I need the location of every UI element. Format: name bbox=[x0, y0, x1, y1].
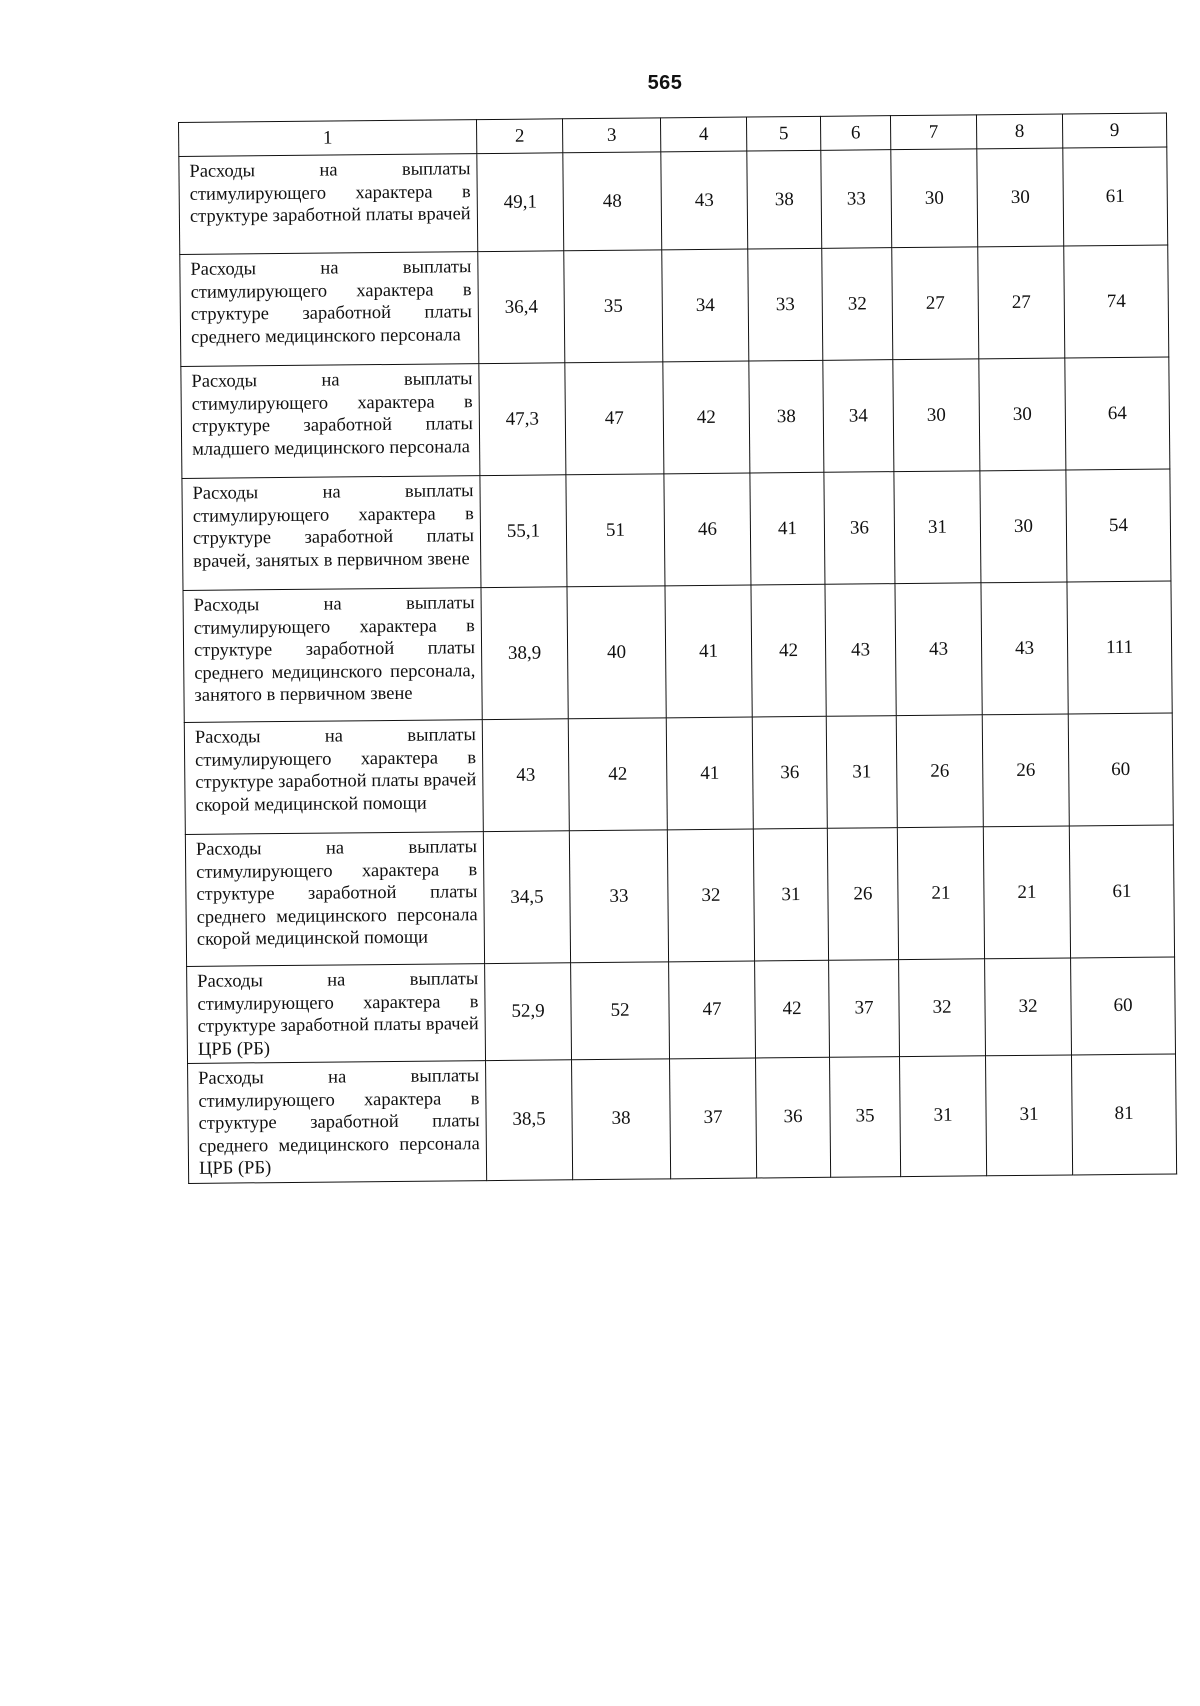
table-row bbox=[180, 245, 1169, 366]
cell-value: 26 bbox=[896, 715, 983, 828]
cell-value: 26 bbox=[982, 714, 1069, 827]
cell-value: 38,9 bbox=[481, 587, 568, 720]
cell-value: 37 bbox=[670, 1058, 757, 1178]
table-row bbox=[188, 1054, 1177, 1183]
cell-value: 47 bbox=[669, 961, 756, 1059]
cell-value: 31 bbox=[753, 828, 828, 961]
cell-value: 31 bbox=[826, 716, 897, 829]
cell-value: 52 bbox=[571, 962, 670, 1060]
cell-value: 42 bbox=[751, 584, 826, 717]
cell-value: 32 bbox=[899, 959, 986, 1057]
cell-value: 60 bbox=[1068, 713, 1173, 826]
column-header: 1 bbox=[179, 120, 477, 157]
cell-value: 38 bbox=[749, 360, 824, 473]
cell-value: 40 bbox=[567, 586, 666, 719]
cell-value: 43 bbox=[895, 583, 982, 716]
cell-value: 55,1 bbox=[480, 475, 567, 588]
row-label: Расходы на выплаты стимулирующего характера в структуре заработной платы врачей скорой медицинской помощи bbox=[184, 720, 483, 835]
cell-value: 81 bbox=[1071, 1054, 1176, 1174]
cell-value: 47 bbox=[565, 362, 664, 475]
cell-value: 43 bbox=[661, 151, 748, 250]
column-header: 9 bbox=[1062, 113, 1166, 148]
column-header: 4 bbox=[660, 117, 746, 152]
cell-value: 34 bbox=[662, 249, 749, 362]
table-row bbox=[183, 581, 1172, 722]
cell-value: 48 bbox=[563, 152, 662, 251]
row-label: Расходы на выплаты стимулирующего характера в структуре заработной платы среднего медицинского персонала, занятого в первичном звене bbox=[183, 588, 482, 723]
cell-value: 43 bbox=[825, 584, 896, 717]
data-table-container bbox=[178, 113, 1176, 1184]
cell-value: 41 bbox=[666, 717, 753, 830]
column-header: 5 bbox=[746, 116, 820, 151]
cell-value: 27 bbox=[892, 247, 979, 360]
table-row bbox=[179, 147, 1168, 254]
cell-value: 61 bbox=[1069, 825, 1174, 958]
column-header: 2 bbox=[476, 119, 562, 154]
row-label: Расходы на выплаты стимулирующего характера в структуре заработной платы врачей ЦРБ (РБ) bbox=[187, 964, 486, 1064]
cell-value: 21 bbox=[983, 826, 1070, 959]
cell-value: 33 bbox=[821, 150, 892, 249]
page-number: 565 bbox=[647, 72, 683, 94]
cell-value: 41 bbox=[665, 585, 752, 718]
row-label: Расходы на выплаты стимулирующего характера в структуре заработной платы среднего медицинского персонала скорой медицинской помощи bbox=[185, 832, 484, 967]
cell-value: 31 bbox=[900, 1056, 987, 1176]
cell-value: 30 bbox=[977, 148, 1064, 247]
table-row bbox=[184, 713, 1173, 834]
cell-value: 36 bbox=[824, 472, 895, 585]
row-label: Расходы на выплаты стимулирующего характера в структуре заработной платы среднего медицинского персонала bbox=[180, 252, 479, 367]
cell-value: 49,1 bbox=[477, 153, 564, 252]
cell-value: 32 bbox=[667, 829, 754, 962]
cell-value: 47,3 bbox=[479, 363, 566, 476]
cell-value: 33 bbox=[569, 830, 668, 963]
row-label: Расходы на выплаты стимулирующего характера в структуре заработной платы врачей bbox=[179, 154, 478, 255]
cell-value: 34 bbox=[823, 360, 894, 473]
cell-value: 64 bbox=[1065, 357, 1170, 470]
table-row bbox=[185, 825, 1174, 966]
row-label: Расходы на выплаты стимулирующего характера в структуре заработной платы среднего медицинского персонала ЦРБ (РБ) bbox=[188, 1061, 487, 1183]
cell-value: 42 bbox=[663, 361, 750, 474]
cell-value: 52,9 bbox=[485, 963, 572, 1061]
cell-value: 32 bbox=[985, 958, 1072, 1056]
cell-value: 42 bbox=[755, 960, 830, 1058]
column-header: 6 bbox=[820, 116, 890, 151]
cell-value: 46 bbox=[664, 473, 751, 586]
cell-value: 111 bbox=[1067, 581, 1172, 714]
cell-value: 34,5 bbox=[483, 831, 570, 964]
column-header: 3 bbox=[562, 118, 660, 153]
data-table bbox=[178, 113, 1177, 1184]
cell-value: 30 bbox=[979, 358, 1066, 471]
cell-value: 42 bbox=[568, 718, 667, 831]
cell-value: 43 bbox=[482, 719, 569, 832]
table-row bbox=[187, 957, 1176, 1063]
cell-value: 38,5 bbox=[486, 1060, 573, 1180]
cell-value: 32 bbox=[822, 248, 893, 361]
cell-value: 31 bbox=[894, 471, 981, 584]
table-row bbox=[181, 357, 1170, 478]
cell-value: 54 bbox=[1066, 469, 1171, 582]
cell-value: 74 bbox=[1064, 245, 1169, 358]
row-label: Расходы на выплаты стимулирующего характера в структуре заработной платы врачей, занятых в первичном звене bbox=[182, 476, 481, 591]
cell-value: 38 bbox=[572, 1059, 671, 1179]
cell-value: 27 bbox=[978, 246, 1065, 359]
cell-value: 43 bbox=[981, 582, 1068, 715]
cell-value: 36,4 bbox=[478, 251, 565, 364]
cell-value: 35 bbox=[564, 250, 663, 363]
column-header: 7 bbox=[890, 115, 976, 150]
cell-value: 21 bbox=[897, 827, 984, 960]
cell-value: 31 bbox=[986, 1055, 1073, 1175]
table-body bbox=[179, 147, 1177, 1183]
cell-value: 35 bbox=[830, 1057, 901, 1177]
row-label: Расходы на выплаты стимулирующего характера в структуре заработной платы младшего медицинского персонала bbox=[181, 364, 480, 479]
cell-value: 30 bbox=[980, 470, 1067, 583]
cell-value: 41 bbox=[750, 472, 825, 585]
cell-value: 38 bbox=[747, 150, 822, 249]
cell-value: 36 bbox=[752, 716, 827, 829]
cell-value: 61 bbox=[1063, 147, 1168, 246]
table-row bbox=[182, 469, 1171, 590]
cell-value: 60 bbox=[1071, 957, 1176, 1055]
cell-value: 30 bbox=[891, 149, 978, 248]
cell-value: 37 bbox=[829, 960, 900, 1058]
cell-value: 36 bbox=[756, 1057, 831, 1177]
cell-value: 33 bbox=[748, 248, 823, 361]
cell-value: 51 bbox=[566, 474, 665, 587]
cell-value: 26 bbox=[827, 828, 898, 961]
column-header: 8 bbox=[976, 114, 1062, 149]
cell-value: 30 bbox=[893, 359, 980, 472]
